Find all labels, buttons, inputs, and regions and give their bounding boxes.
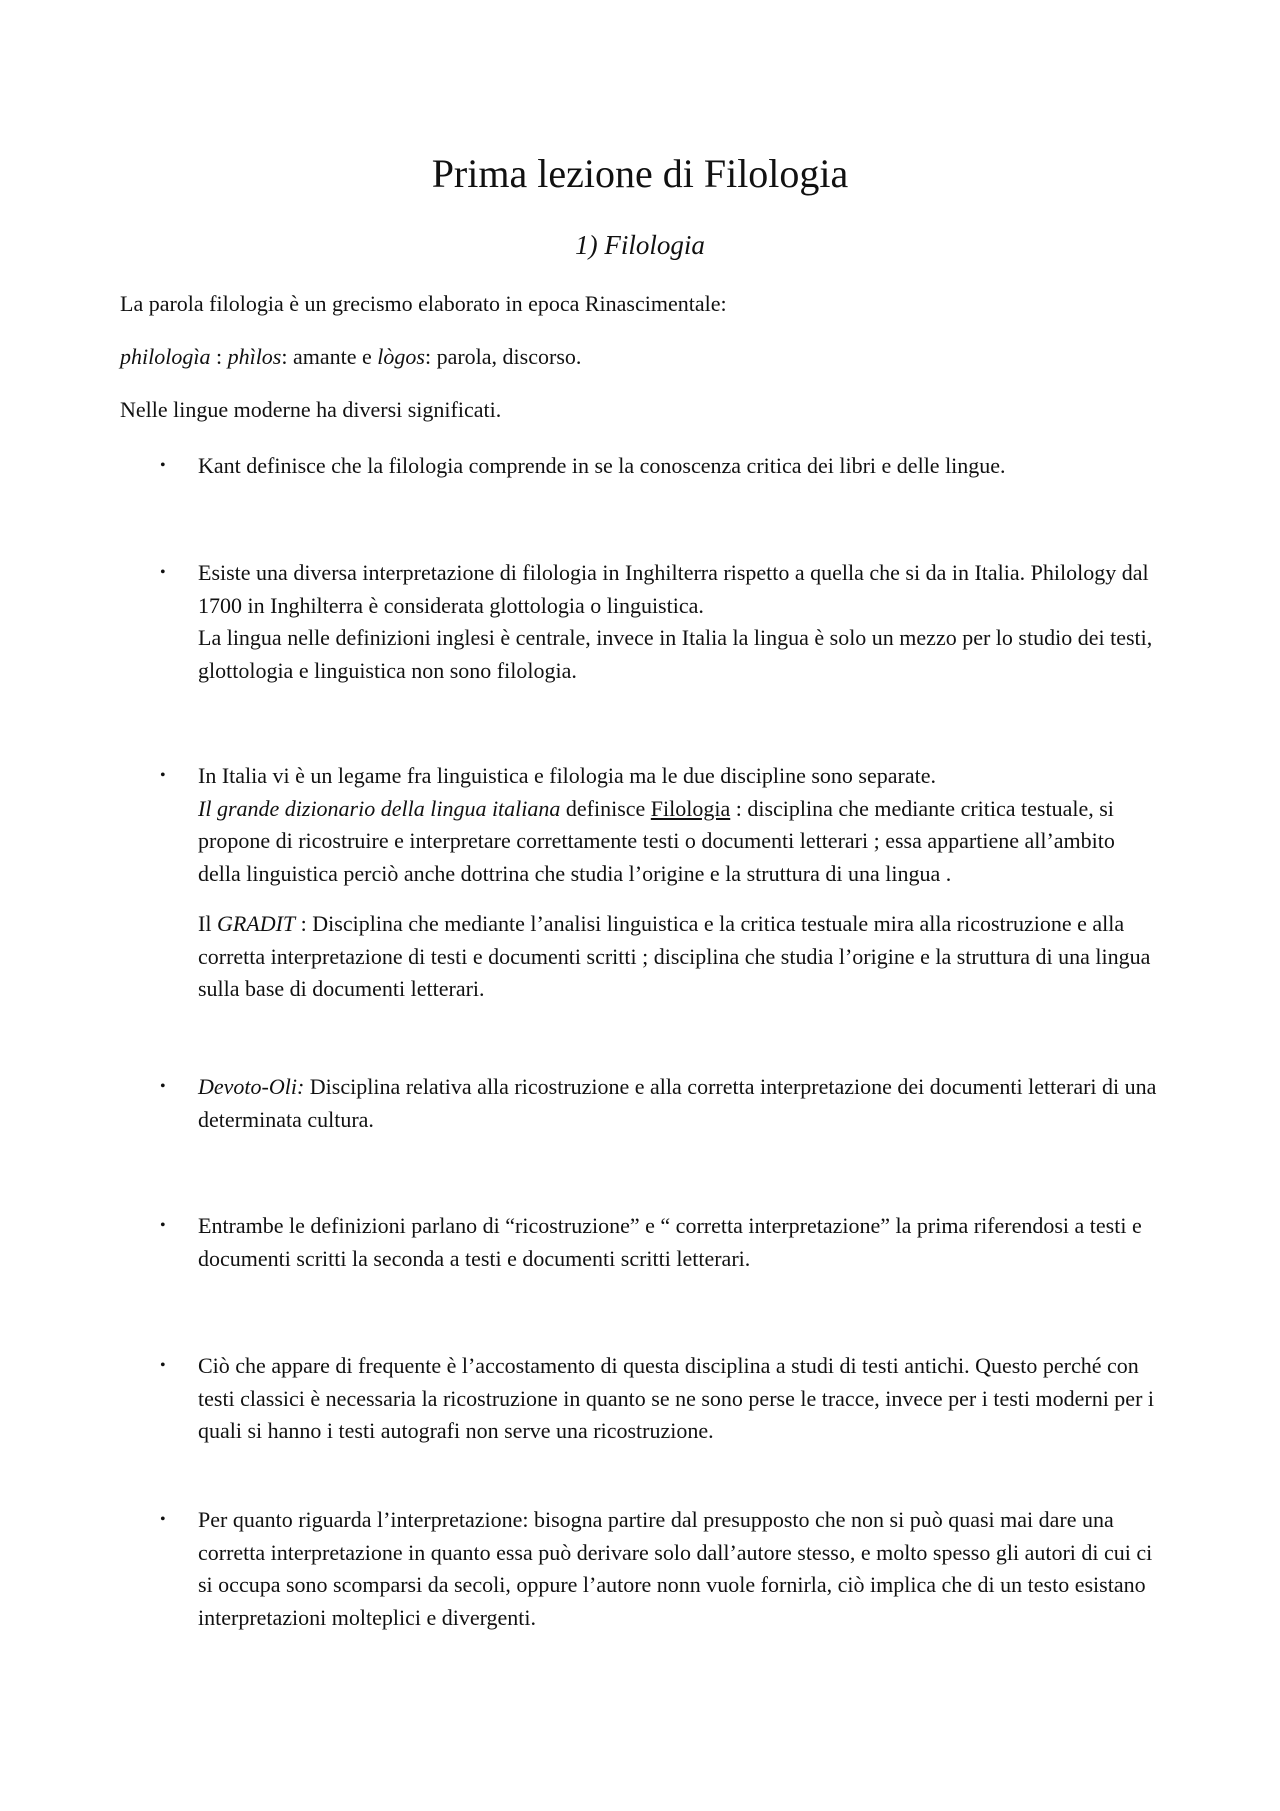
list-item-text [198, 1071, 1163, 1136]
bullet-icon: • [160, 1217, 166, 1234]
bullet-icon: • [160, 1357, 166, 1374]
bullet-icon: • [160, 457, 166, 474]
list-item-text [198, 1350, 1163, 1448]
defined-term: Filologia [650, 795, 731, 821]
paragraph: Per quanto riguarda l’interpretazione: bisogna partire dal presupposto che non si può quasi mai dare una corretta interpretazione in quanto essa può derivare solo dall’autore stesso, e molto spesso gli autori di cui ci si occupa sono scomparsi da secoli, oppure l’autore nonn vuole fornirla, ciò implica che di un testo esistano interpretazioni molteplici e divergenti. [198, 1507, 1153, 1630]
etymology-separator: : [210, 344, 228, 369]
definition-text: Il [198, 911, 217, 936]
definition-text: : disciplina che mediante critica testuale, si propone di ricostruire e interpretare correttamente testi o documenti letterari ; essa appartiene all’ambito della linguistica perciò anche dottrina che studia l’origine e la struttura di una lingua . [198, 795, 1115, 886]
paragraph: Kant definisce che la filologia comprende in se la conoscenza critica dei libri e delle lingue. [198, 453, 1006, 478]
paragraph [198, 760, 1163, 890]
list-item-text [198, 1210, 1163, 1275]
document-title: Prima lezione di Filologia [431, 151, 849, 196]
list-item-text [198, 557, 1163, 687]
definition-text: : Disciplina che mediante l’analisi linguistica e la critica testuale mira alla ricostruzione e alla corretta interpretazione di testi e documenti scritti ; disciplina che studia l’origine e la struttura di una lingua sulla base di documenti letterari. [198, 911, 1151, 1001]
etymology-term: philologìa [120, 344, 211, 369]
dictionary-title: Il grande dizionario della lingua italiana [198, 795, 561, 821]
list-item-text [198, 450, 1163, 483]
etymology-paragraph [120, 341, 1160, 373]
bullet-icon: • [160, 1078, 166, 1095]
paragraph [198, 908, 1163, 1006]
definition-text: definisce [560, 795, 651, 821]
etymology-term: lògos [377, 344, 425, 369]
paragraph: Ciò che appare di frequente è l’accostamento di questa disciplina a studi di testi antichi. Questo perché con testi classici è necessaria la ricostruzione in quanto se ne sono perse le tracce, invece per i testi moderni per i quali si hanno i testi autografi non serve una ricostruzione. [198, 1353, 1155, 1443]
list-item-text [198, 1504, 1163, 1634]
intro-paragraph: La parola filologia è un grecismo elaborato in epoca Rinascimentale: [120, 291, 727, 316]
section-heading: 1) Filologia [575, 230, 705, 260]
etymology-gloss: : amante e [281, 344, 378, 369]
paragraph [198, 1071, 1163, 1136]
meanings-paragraph: Nelle lingue moderne ha diversi significati. [120, 397, 502, 422]
bullet-icon: • [160, 767, 166, 784]
dictionary-title: Devoto-Oli: [198, 1074, 305, 1099]
etymology-term: phìlos [227, 344, 282, 369]
bullet-icon: • [160, 564, 166, 581]
italia-intro: In Italia vi è un legame fra linguistica e filologia ma le due discipline sono separate. [198, 763, 936, 788]
dictionary-title: GRADIT [216, 911, 296, 936]
etymology-gloss: : parola, discorso. [424, 344, 582, 369]
definition-text: Disciplina relativa alla ricostruzione e alla corretta interpretazione dei documenti letterari di una determinata cultura. [198, 1074, 1157, 1132]
paragraph: La lingua nelle definizioni inglesi è centrale, invece in Italia la lingua è solo un mezzo per lo studio dei testi, glottologia e linguistica non sono filologia. [198, 625, 1153, 683]
paragraph: Entrambe le definizioni parlano di “ricostruzione” e “ corretta interpretazione” la prima riferendosi a testi e documenti scritti la seconda a testi e documenti scritti letterari. [198, 1213, 1142, 1271]
bullet-icon: • [160, 1511, 166, 1528]
paragraph: Esiste una diversa interpretazione di filologia in Inghilterra rispetto a quella che si da in Italia. Philology dal 1700 in Inghilterra è considerata glottologia o linguistica. [198, 560, 1149, 618]
list-item-text [198, 760, 1163, 1006]
